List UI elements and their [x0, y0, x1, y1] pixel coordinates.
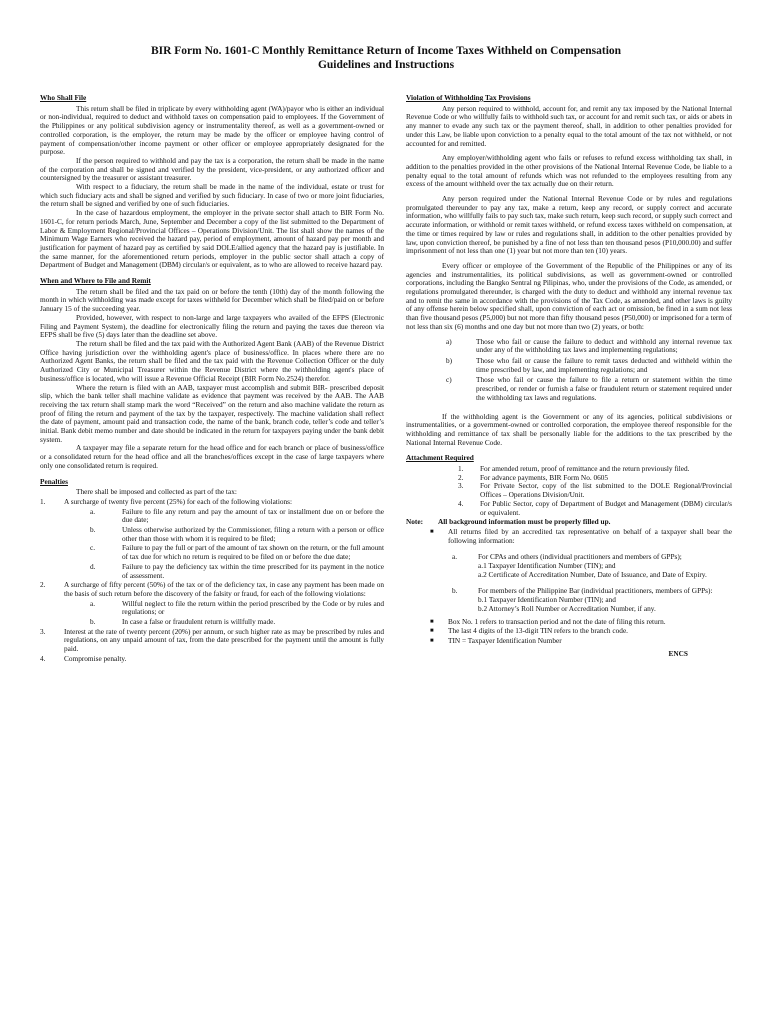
penalty-item-4: 4. Compromise penalty. [40, 653, 127, 663]
cpa-b-line-1: b.1 Taxpayer Identification Number (TIN); and [478, 595, 616, 605]
penalty-item-1b: b. Unless otherwise authorized by the Commissioner, filing a return with a person or office other than those with whom it is required to be filed; [90, 525, 384, 543]
cpa-b-line-2: b.2 Attorney’s Roll Number or Accreditation Number, if any. [478, 603, 656, 613]
bullet-icon: ■ [430, 618, 434, 625]
bullet-tin-branch: ■ The last 4 digits of the 13-digit TIN refers to the branch code. [430, 626, 629, 636]
who-para-3: With respect to a fiduciary, the return shall be made in the name of the individual, estate or trust for which such fiduciary acts and shall be signed and verified by such fiduciary. In case of two or more joint fiduciaries, the return shall be signed and verified by one of such fiduciaries. [40, 182, 384, 209]
when-where-heading: When and Where to File and Remit [40, 276, 151, 286]
title-line-1: BIR Form No. 1601-C Monthly Remittance Return of Income Taxes Withheld on Compensation [150, 45, 622, 57]
when-para-1: The return shall be filed and the tax paid on or before the tenth (10th) day of the month following the month in which withholding was made except for taxes withheld for December which shall be filed/paid on or before January 15 of the succeeding year. [40, 286, 384, 314]
cpa-item-b: b. For members of the Philippine Bar (individual practitioners, members of GPPs): [452, 586, 713, 596]
title-line-2: Guidelines and Instructions [317, 59, 455, 71]
bullet-icon: ■ [430, 528, 434, 535]
attachment-item-2: 2. For advance payments, BIR Form No. 0605 [458, 472, 609, 482]
penalty-item-2: 2. A surcharge of fifty percent (50%) of the tax or of the deficiency tax, in case any payment has been made on the basis of such return before the discovery of the falsity or fraud, for each of the following violations: [40, 580, 384, 598]
bullet-accredited-rep: ■ All returns filed by an accredited tax representative on behalf of a taxpayer shall bear the following information: [430, 526, 732, 545]
bullet-box-no-1: ■ Box No. 1 refers to transaction period and not the date of filing this return. [430, 616, 666, 626]
when-para-4: Where the return is filed with an AAB, taxpayer must accomplish and submit BIR- prescribed deposit slip, which the bank teller shall machine validate as evidence that payment was received by the AAB. The AAB receiving the tax return shall stamp mark the word “Received” on the return and also machine validate the return as proof of filing the return and payment of the tax by the taxpayer, respectively. The machine validation shall reflect the date of payment, amount paid and transaction code, the name of the bank, branch code, teller’s code and teller’s initial. Bank debit memo number and date should be indicated in the return for taxpayers paying under the bank debit system. [40, 382, 384, 444]
attachment-item-1: 1. For amended return, proof of remittance and the return previously filed. [458, 464, 690, 474]
attachment-item-3: 3. For Private Sector, copy of the list submitted to the DOLE Regional/Provincial Offices – Operations Division/Unit. [458, 481, 732, 500]
document-title [40, 44, 732, 72]
when-para-5: A taxpayer may file a separate return for the head office and for each branch or place of business/office or a consolidated return for the head office and all the branches/offices except in the case of large taxpayers where only one consolidated return is required. [40, 443, 384, 470]
bullet-tin-definition: ■ TIN = Taxpayer Identification Number [430, 635, 562, 645]
penalty-item-1: 1. A surcharge of twenty five percent (25%) for each of the following violations: [40, 496, 293, 506]
penalty-item-2b: b. In case a false or fraudulent return is willfully made. [90, 617, 276, 627]
note-text: All background information must be properly filled up. [438, 517, 611, 527]
penalty-item-3: 3. Interest at the rate of twenty percent (20%) per annum, or such higher rate as may be prescribed by rules and regulations, on any unpaid amount of tax, from the date prescribed for the payment until the amount is fully paid. [40, 626, 384, 654]
violation-para-2: Any employer/withholding agent who fails or refuses to refund excess withholding tax shall, in addition to the penalties provided in the other provisions of the National Internal Revenue Code, be liable to a penalty equal to the total amount of refunds which was not refunded to the employees resulting from any excess of the amount withheld over the tax actually due on their return. [406, 153, 732, 189]
cpa-a-line-2: a.2 Certificate of Accreditation Number, Date of Issuance, and Date of Expiry. [478, 569, 707, 579]
government-agent-para: If the withholding agent is the Government or any of its agencies, political subdivisions or instrumentalities, or a government-owned or controlled corporation, the employee thereof responsible for the withholding and remittance of tax shall be personally liable for the additions to the tax prescribed by the National Internal Revenue Code. [406, 411, 732, 447]
violation-para-1: Any person required to withhold, account for, and remit any tax imposed by the National Internal Revenue Code or who willfully fails to withhold such tax, or account for and remit such tax, or aids or abets in any manner to evade any such tax or the payment thereof, shall, in addition to other penalties provided for under this Law, be liable upon conviction to a penalty equal to the total amount of the tax not withheld, or not accounted for and remitted. [406, 103, 732, 148]
penalties-intro: There shall be imposed and collected as part of the tax: [76, 487, 237, 497]
violation-para-3: Any person required under the National Internal Revenue Code or by rules and regulations promulgated thereunder to pay any tax, make a return, keep any record, or supply correct and accurate information, who willfully fails to pay such tax, make such return, keep such record, or supply such correct and accurate information, or withhold or remit taxes withheld, or refund excess taxes withheld on compensation, at the time or times required by law or rules and regulations shall, in addition to the other penalties provided by law, upon conviction thereof, be punished by a fine of not less than ten thousand pesos (P10,000.00) and suffer imprisonment of not less than one (1) year but not more than ten (10) years. [406, 194, 732, 256]
attachment-heading: Attachment Required [406, 453, 474, 463]
violation-list-a: a) Those who fail or cause the failure to deduct and withhold any internal revenue tax under any of the withholding tax laws and implementing regulations; [446, 336, 732, 355]
cpa-item-a: a. For CPAs and others (individual practitioners and members of GPPs); [452, 552, 682, 562]
violation-heading: Violation of Withholding Tax Provisions [406, 93, 531, 102]
two-column-body [40, 94, 732, 664]
penalty-item-1a: a. Failure to file any return and pay the amount of tax or installment due on or before the due date; [90, 506, 384, 525]
when-para-3: The return shall be filed and the tax paid with the Authorized Agent Bank (AAB) of the Revenue District Office having jurisdiction over the withholding agent's place of business/office. In places where there are no Authorized Agent Banks, the return shall be filed and the tax paid with the Revenue Collection Officer or the duly Authorized City or Municipal Treasurer within the Revenue District where the withholding agent's place of business/office is located, who will issue a Revenue Official Receipt (BIR Form No.2524) therefor. [40, 338, 384, 383]
penalty-item-1d: d. Failure to pay the deficiency tax within the time prescribed for its payment in the notice of assessment. [90, 561, 384, 580]
left-column [40, 94, 384, 664]
who-para-4: In the case of hazardous employment, the employer in the private sector shall attach to BIR Form No. 1601-C, for return periods March, June, September and December a copy of the list submitted to the Department of Labor & Employment Regional/Provincial Offices – Operations Division/Unit. The list shall show the names of the Minimum Wage Earners who received the hazard pay, period of employment, amount of hazard pay per month and justification for payment of hazard pay as certified by said DOLE/allied agency that the hazard pay is justifiable. In the same manner, for the aforementioned return periods, employer in the public sector shall attach a copy of Department of Budget and Management (DBM) circular/s or equivalent, as to who are allowed to receive hazard pay. [40, 208, 384, 270]
when-para-2: Provided, however, with respect to non-large and large taxpayers who availed of the EFPS (Electronic Filing and Payment System), the deadline for electronically filing the return and paying the taxes due thereon via EFPS shall be five (5) days later than the deadline set above. [40, 312, 384, 340]
penalty-item-1c: c. Failure to pay the full or part of the amount of tax shown on the return, or the full amount of tax due for which no return is required to be filed on or before the due date; [90, 543, 384, 562]
right-column [406, 94, 732, 664]
note-line [406, 518, 732, 527]
bullet-icon: ■ [430, 628, 434, 635]
violation-list-b: b) Those who fail or cause the failure to remit taxes deducted and withheld within the time prescribed by law, and implementing regulations; and [446, 355, 732, 374]
who-para-2: If the person required to withhold and pay the tax is a corporation, the return shall be made in the name of the corporation and shall be signed and verified by the president, vice-president, or any authorized officer and countersigned by the treasurer or assistant treasurer. [40, 155, 384, 183]
cpa-a-line-1: a.1 Taxpayer Identification Number (TIN); and [478, 561, 616, 571]
penalties-heading: Penalties [40, 476, 68, 486]
note-label: Note: [406, 517, 424, 527]
bullet-icon: ■ [430, 637, 434, 644]
who-shall-file-heading: Who Shall File [40, 93, 87, 102]
who-para-1: This return shall be filed in triplicate by every withholding agent (WA)/payor who is either an individual or non-individual, required to deduct and withhold taxes on compensation paid to employees. If the Government of the Philippines or any political subdivision agency or instrumentality thereof, as well as a government-owned or controlled corporation, is the employer, the return may be made by the officer or employee having control of payment of compensation/other income payment or other officer or employee appropriately designated for the purpose. [40, 103, 384, 157]
violation-list-c: c) Those who fail or cause the failure to file a return or statement within the time prescribed, or render or furnish a false or fraudulent return or statement required under the withholding tax laws and regulations. [446, 375, 732, 402]
attachment-item-4: 4. For Public Sector, copy of Department of Budget and Management (DBM) circular/s or equivalent. [458, 498, 732, 517]
violation-para-4: Every officer or employee of the Government of the Republic of the Philippines or any of its agencies and instrumentalities, its political subdivisions, as well as government-owned or controlled corporations, including the Bangko Sentral ng Pilipinas, who, under the provisions of the Code, as amended, or regulations promulgated thereunder, is charged with the duty to deduct and withhold any internal revenue tax and to remit the same in accordance with the provisions of the Tax Code, as amended, and other laws is guilty of any offense herein below specified shall, upon conviction of each act or omission, be fined in a sum not less than five thousand pesos (P5,000) but not more than fifty thousand pesos (P50,000) or imprisoned for a term of not less than six (6) months and one day but not more than two (2) years, or both: [406, 260, 732, 331]
penalty-item-2a: a. Willful neglect to file the return within the period prescribed by the Code or by rules and regulations; or [90, 598, 384, 617]
encs-mark: ENCS [668, 648, 688, 658]
